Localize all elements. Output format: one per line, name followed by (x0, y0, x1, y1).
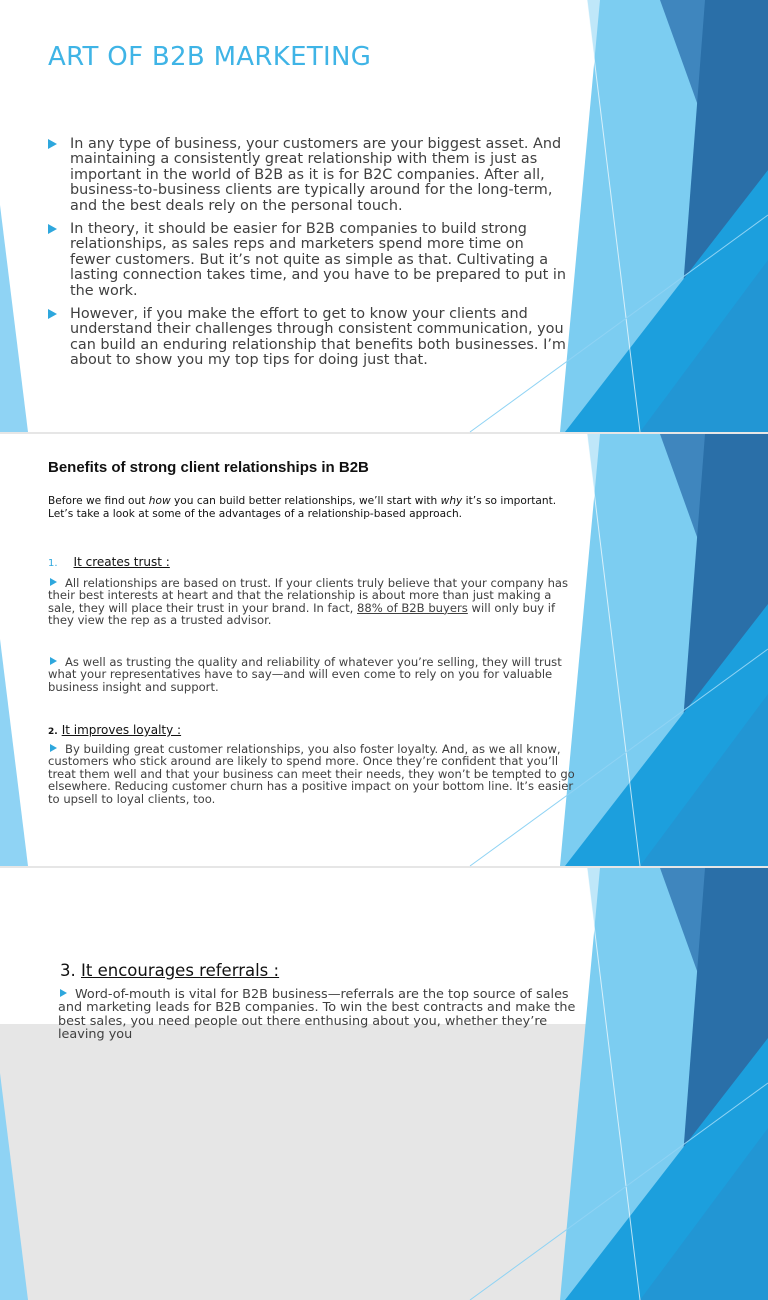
benefit-paragraph: All relationships are based on trust. If your clients truly believe that your company has their best interests at heart and that the relationship is about more than just making a sale, they will place their trust in your brand. In fact, 88% of B2B buyers will only buy if they view the rep as a trusted advisor. (48, 576, 569, 628)
benefit-heading-trust: 1. It creates trust : (48, 555, 170, 569)
bullet-arrow-icon (60, 989, 67, 997)
benefit-paragraph: By building great customer relationships, you also foster loyalty. And, as we all know, customers who stick around are likely to spend more. Once they’re confident that you’ll treat them well and that your business can meet their needs, they won’t be tempted to go elsewhere. Reducing customer churn has a positive impact on your bottom line. It’s easier to upsell to loyal clients, too. (48, 742, 575, 806)
slide-title: ART OF B2B MARKETING (48, 42, 372, 72)
bullet-arrow-icon (50, 578, 57, 586)
slide-3 (0, 868, 768, 1043)
bullet-list (48, 137, 568, 377)
section-title: Benefits of strong client relationships in B2B (48, 459, 369, 476)
bullet-arrow-icon (50, 744, 57, 752)
bullet-arrow-icon (48, 224, 57, 234)
slide-1 (0, 0, 768, 432)
slide-2 (0, 434, 768, 866)
bullet-arrow-icon (50, 657, 57, 665)
stat-link[interactable]: 88% of B2B buyers (357, 600, 468, 615)
bullet-arrow-icon (48, 139, 57, 149)
benefit-heading-referrals: 3. It encourages referrals : (60, 961, 280, 980)
benefit-paragraph: Word-of-mouth is vital for B2B business—referrals are the top source of sales and marketing leads for B2B companies. To win the best contracts and make the best sales, you need people out there enthusing about you, whether they’re leaving you (58, 987, 576, 1043)
bullet-item: However, if you make the effort to get to know your clients and understand their challenges through consistent communication, you can build an enduring relationship that benefits both businesses. I’m about to show you my top tips for doing just that. (48, 307, 568, 369)
intro-paragraph: Before we find out how you can build better relationships, we’ll start with why it’s so important. Let’s take a look at some of the advantages of a relationship-based approach. (48, 495, 557, 521)
bullet-arrow-icon (48, 309, 57, 319)
bullet-item: In any type of business, your customers are your biggest asset. And maintaining a consistently great relationship with them is just as important in the world of B2B as it is for B2C companies. After all, business-to-business clients are typically around for the long-term, and the best deals rely on the personal touch. (48, 137, 568, 214)
benefit-paragraph: As well as trusting the quality and reliability of whatever you’re selling, they will trust what your representatives have to say—and will even come to rely on you for valuable business insight and support. (48, 655, 562, 694)
bullet-item: In theory, it should be easier for B2B companies to build strong relationships, as sales reps and marketers spend more time on fewer customers. But it’s not quite as simple as that. Cultivating a lasting connection takes time, and you have to be prepared to put in the work. (48, 222, 568, 299)
benefit-heading-loyalty: 2. It improves loyalty : (48, 723, 182, 737)
